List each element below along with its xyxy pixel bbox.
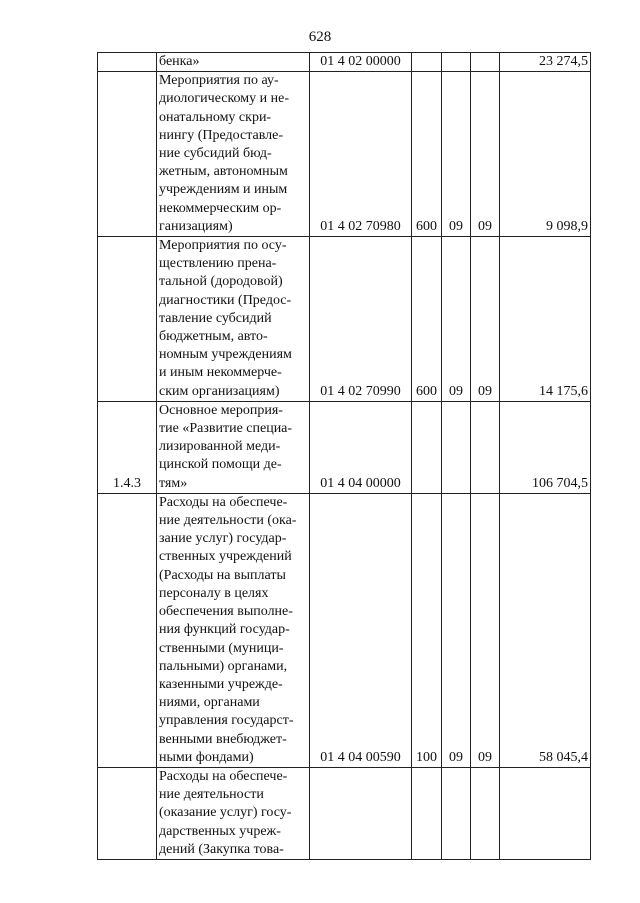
subsection-code — [471, 767, 500, 859]
description-line: ственными (муници- — [159, 640, 284, 656]
table-row — [98, 237, 591, 402]
description-line: (Расходы на выплаты — [159, 567, 286, 583]
page-number: 628 — [308, 29, 332, 45]
table-row — [98, 493, 591, 767]
description-line: тавление субсидий — [159, 310, 272, 326]
description-line: бюджетным, авто- — [159, 329, 268, 345]
description-line: ственных учреждений — [159, 549, 292, 565]
budget-table — [97, 52, 591, 860]
description-line: ными фондами) — [159, 749, 254, 765]
description-line: ганизациям) — [159, 218, 233, 234]
row-number — [98, 767, 157, 859]
amount: 9 098,9 — [500, 72, 591, 237]
row-number: 1.4.3 — [98, 401, 157, 493]
description-line: ниями, органами — [159, 695, 260, 711]
section-code: 09 — [442, 237, 471, 402]
description-line: пальными) органами, — [159, 658, 288, 674]
subsection-code — [471, 53, 500, 72]
description-line: ние деятельности (ока- — [159, 513, 297, 529]
section-code: 09 — [442, 72, 471, 237]
description-line: жетным, автономным — [159, 164, 288, 180]
description-line: обеспечения выполне- — [159, 604, 293, 620]
table-row — [98, 72, 591, 237]
row-number — [98, 72, 157, 237]
description-line: учреждениям и иным — [159, 182, 288, 198]
budget-table-body — [98, 53, 591, 860]
description-line: ществлению прена- — [159, 256, 277, 272]
amount: 106 704,5 — [500, 401, 591, 493]
description-line: ние деятельности — [159, 787, 264, 803]
description-line: Мероприятия по осу- — [159, 238, 287, 254]
row-number — [98, 493, 157, 767]
section-code — [442, 401, 471, 493]
row-number — [98, 237, 157, 402]
description-line: управления государст- — [159, 713, 294, 729]
description-line: ние субсидий бюд- — [159, 146, 272, 162]
description-line: Расходы на обеспече- — [159, 494, 288, 510]
target-article-code: 01 4 02 70990 — [310, 237, 412, 402]
target-article-code: 01 4 04 00590 — [310, 493, 412, 767]
row-description — [157, 72, 310, 237]
subsection-code: 09 — [471, 493, 500, 767]
row-description — [157, 53, 310, 72]
description-line: персоналу в целях — [159, 585, 269, 601]
description-line: зание услуг) государ- — [159, 531, 287, 547]
table-row — [98, 401, 591, 493]
description-line: Мероприятия по ау- — [159, 73, 279, 89]
description-line: лизированной меди- — [159, 439, 281, 455]
description-line: тие «Развитие специа- — [159, 421, 293, 437]
row-number — [98, 53, 157, 72]
description-line: (оказание услуг) госу- — [159, 805, 292, 821]
description-line: Расходы на обеспече- — [159, 768, 288, 784]
expense-type-code: 100 — [412, 493, 442, 767]
target-article-code: 01 4 02 00000 — [310, 53, 412, 72]
description-line: казенными учрежде- — [159, 676, 283, 692]
description-line: и иным некоммерче- — [159, 365, 282, 381]
description-line: дарственных учреж- — [159, 823, 281, 839]
subsection-code: 09 — [471, 72, 500, 237]
description-line: ским организациям) — [159, 383, 280, 399]
target-article-code: 01 4 04 00000 — [310, 401, 412, 493]
target-article-code: 01 4 02 70980 — [310, 72, 412, 237]
row-description — [157, 493, 310, 767]
section-code — [442, 53, 471, 72]
description-line: дений (Закупка това- — [159, 841, 284, 857]
description-line: диологическому и не- — [159, 91, 290, 107]
description-line: номным учреждениям — [159, 347, 292, 363]
description-line: онатальному скри- — [159, 109, 272, 125]
amount: 23 274,5 — [500, 53, 591, 72]
description-line: венными внебюджет- — [159, 731, 287, 747]
expense-type-code — [412, 401, 442, 493]
table-row — [98, 53, 591, 72]
description-line: Основное мероприя- — [159, 402, 283, 418]
expense-type-code — [412, 53, 442, 72]
amount — [500, 767, 591, 859]
description-line: бенка» — [159, 54, 200, 69]
expense-type-code: 600 — [412, 72, 442, 237]
description-line: цинской помощи де- — [159, 457, 282, 473]
description-line: нингу (Предоставле- — [159, 127, 283, 143]
description-line: диагностики (Предос- — [159, 292, 292, 308]
amount: 58 045,4 — [500, 493, 591, 767]
section-code: 09 — [442, 493, 471, 767]
expense-type-code — [412, 767, 442, 859]
section-code — [442, 767, 471, 859]
subsection-code — [471, 401, 500, 493]
row-description — [157, 767, 310, 859]
subsection-code: 09 — [471, 237, 500, 402]
amount: 14 175,6 — [500, 237, 591, 402]
row-description — [157, 401, 310, 493]
table-row — [98, 767, 591, 859]
description-line: ния функций государ- — [159, 622, 290, 638]
description-line: тальной (дородовой) — [159, 274, 283, 290]
description-line: тям» — [159, 475, 188, 491]
row-description — [157, 237, 310, 402]
target-article-code — [310, 767, 412, 859]
description-line: некоммерческим ор- — [159, 200, 282, 216]
expense-type-code: 600 — [412, 237, 442, 402]
